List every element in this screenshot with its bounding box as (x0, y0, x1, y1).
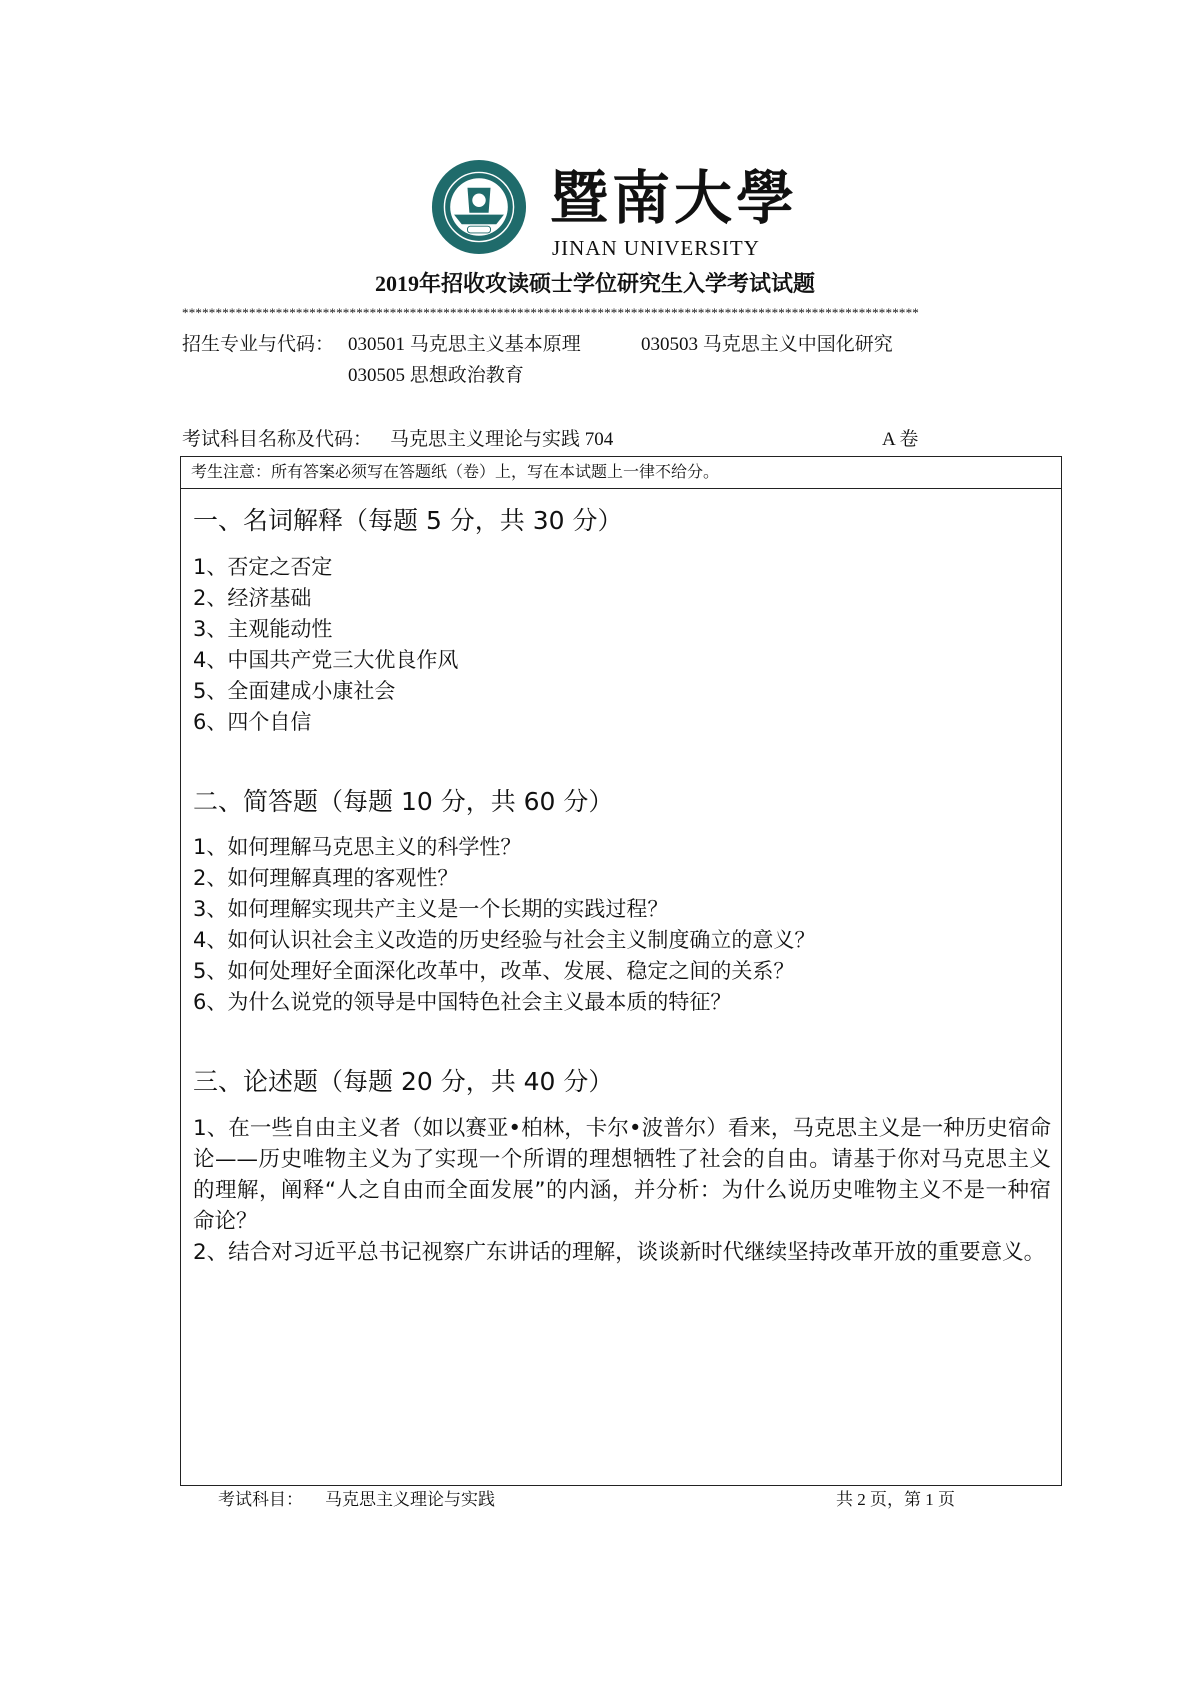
footer-subject-label: 考试科目： (218, 1490, 303, 1509)
exam-box (180, 456, 1062, 1486)
list-item: 6、为什么说党的领导是中国特色社会主义最本质的特征？ (193, 990, 732, 1014)
subject-label: 考试科目名称及代码： (182, 429, 373, 450)
section-3-heading: 三、论述题（每题 20 分，共 40 分） (193, 1067, 614, 1096)
list-item: 3、主观能动性 (193, 617, 333, 641)
section-1-heading: 一、名词解释（每题 5 分，共 30 分） (193, 506, 623, 535)
list-item: 5、全面建成小康社会 (193, 679, 396, 703)
list-item: 2、经济基础 (193, 586, 312, 610)
subject-name: 马克思主义理论与实践 704 (390, 429, 614, 450)
exam-title: 2019年招收攻读硕士学位研究生入学考试试题 (374, 271, 815, 296)
major-3: 030505 思想政治教育 (348, 365, 524, 386)
essay-question-1: 1、在一些自由主义者（如以赛亚•柏林，卡尔•波普尔）看来，马克思主义是一种历史宿命论——历史唯物主义为了实现一个所谓的理想牺牲了社会的自由。请基于你对马克思主义的理解，阐释“人之自由而全面发展”的内涵，并分析：为什么说历史唯物主义不是一种宿命论？ (193, 1116, 1051, 1234)
majors-label: 招生专业与代码： (182, 334, 335, 355)
list-item: 6、四个自信 (193, 710, 312, 734)
list-item: 5、如何处理好全面深化改革中，改革、发展、稳定之间的关系？ (193, 959, 795, 983)
notice: 考生注意：所有答案必须写在答题纸（卷）上，写在本试题上一律不给分。 (181, 457, 1061, 489)
footer-subject: 马克思主义理论与实践 (325, 1490, 495, 1509)
list-item: 4、中国共产党三大优良作风 (193, 648, 459, 672)
list-item: 2、如何理解真理的客观性？ (193, 866, 459, 890)
major-1: 030501 马克思主义基本原理 (348, 334, 581, 355)
separator: ************************************************************************************************************** (182, 305, 919, 320)
essay-question-2: 2、结合对习近平总书记视察广东讲话的理解，谈谈新时代继续坚持改革开放的重要意义。 (193, 1240, 1046, 1265)
university-seal-logo (431, 159, 527, 255)
major-2: 030503 马克思主义中国化研究 (641, 334, 893, 355)
list-item: 3、如何理解实现共产主义是一个长期的实践过程？ (193, 897, 669, 921)
page-indicator: 共 2 页，第 1 页 (836, 1490, 955, 1509)
list-item: 1、如何理解马克思主义的科学性？ (193, 835, 522, 859)
logo-name-cn: 暨南大學 (550, 164, 799, 232)
section-2-heading: 二、简答题（每题 10 分，共 60 分） (193, 787, 614, 816)
list-item: 4、如何认识社会主义改造的历史经验与社会主义制度确立的意义？ (193, 928, 816, 952)
logo-name-en: JINAN UNIVERSITY (552, 236, 760, 260)
list-item: 1、否定之否定 (193, 555, 333, 579)
paper-version: A 卷 (882, 429, 919, 450)
